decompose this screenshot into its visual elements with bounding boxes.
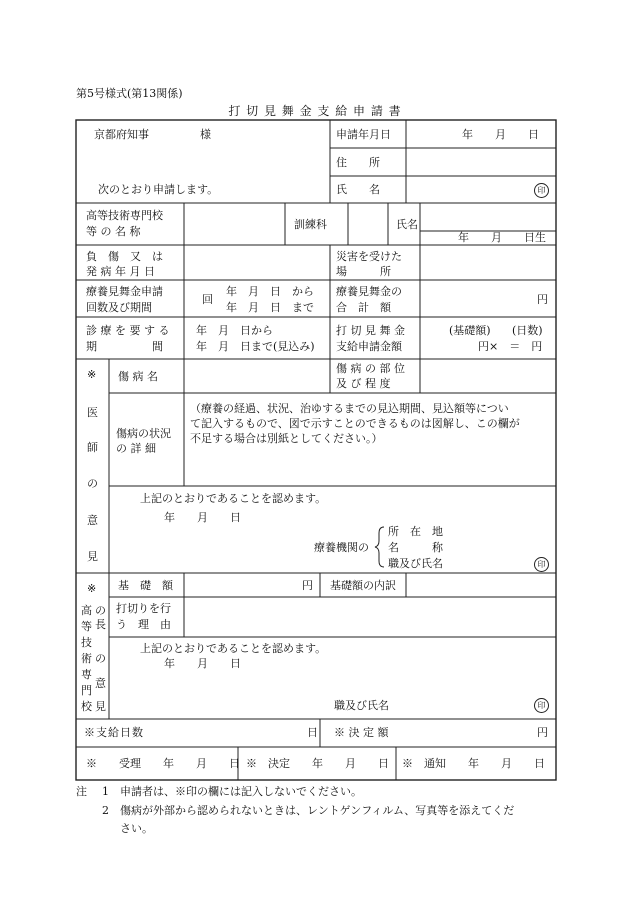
doctor-certify-text: 上記のとおりであることを認めます。 xyxy=(140,492,327,505)
total-label: 療養見舞金の xyxy=(336,285,402,298)
disease-site-label: 傷 病 の 部 位 xyxy=(336,362,405,375)
principal-seal-icon: 印 xyxy=(534,698,549,713)
principal-side-char: 校 xyxy=(81,700,92,713)
note-text: 申請者は、※印の欄には記入しないでください。 xyxy=(120,785,362,798)
injury-date-label: 負 傷 又 は xyxy=(86,250,163,263)
course-label: 訓練科 xyxy=(294,218,327,231)
principal-side-char: 長 xyxy=(95,618,106,631)
treatment-from: 年 月 日から xyxy=(196,324,273,337)
student-name-label: 氏名 xyxy=(396,218,418,231)
name-label: 氏 名 xyxy=(336,183,380,196)
institution-label: 療養機関の xyxy=(314,541,369,554)
period-to: 年 月 日 まで xyxy=(226,301,314,314)
status-instruction: て記入するもので、図で示すことのできるものは図解し、この欄が xyxy=(190,417,520,430)
school-name-label: 高等技術専門校 xyxy=(86,209,163,222)
status-instruction: （療養の経過、状況、治ゆするまでの見込期間、見込額等につい xyxy=(190,402,509,415)
base-amount-header: (基礎額) xyxy=(449,324,491,337)
applicant-seal-icon: 印 xyxy=(534,183,549,198)
school-name-label-2: 等 の 名 称 xyxy=(86,225,141,238)
count-label: 療養見舞金申請 xyxy=(86,285,163,298)
principal-side-char: 高 xyxy=(81,604,92,617)
principal-side-char: 等 xyxy=(81,620,92,633)
disease-site-label-2: 及 び 程 度 xyxy=(336,377,391,390)
principal-certify-text: 上記のとおりであることを認めます。 xyxy=(140,642,327,655)
times-unit: 回 xyxy=(202,293,213,306)
address-label: 住 所 xyxy=(336,156,380,169)
termination-reason-label-2: う 理 由 xyxy=(116,618,171,631)
principal-side-char: 門 xyxy=(81,684,92,697)
day-unit: 日 xyxy=(307,726,318,739)
treatment-period-label: 診 療 を 要 す る xyxy=(86,324,170,337)
honorific: 様 xyxy=(200,128,211,141)
note-continuation: さい。 xyxy=(120,822,153,835)
count-label-2: 回数及び期間 xyxy=(86,301,152,314)
decision-amount-label: ※ 決 定 額 xyxy=(334,726,389,739)
principal-mark: ※ xyxy=(87,582,97,595)
note-number: 1 xyxy=(102,785,109,798)
amount-label: 打 切 見 舞 金 xyxy=(336,324,405,337)
status-instruction: 不足する場合は別紙としてください。） xyxy=(190,432,383,445)
principal-side-char: 術 xyxy=(81,652,92,665)
doctor-date: 年 月 日 xyxy=(164,511,241,524)
decision-yen: 円 xyxy=(537,726,548,739)
base-amount-label: 基 礎 額 xyxy=(118,579,173,592)
treatment-period-label-2: 期 間 xyxy=(86,340,163,353)
note-number: 2 xyxy=(102,804,109,817)
injury-date-label-2: 発 病 年 月 日 xyxy=(86,265,155,278)
injury-place-label: 災害を受けた xyxy=(336,250,402,263)
doctor-side-char: 見 xyxy=(87,550,98,563)
status-detail-label: 傷病の状況 xyxy=(116,427,171,440)
note-text: 傷病が外部から認められないときは、レントゲンフィルム、写真等を添えてくだ xyxy=(120,804,515,817)
institution-address-label: 所 在 地 xyxy=(388,525,443,538)
form-number: 第5号様式(第13関係) xyxy=(76,87,183,100)
principal-side-char: 見 xyxy=(95,700,106,713)
note-label: 注 xyxy=(76,785,87,798)
principal-side-char: 専 xyxy=(81,668,92,681)
addressee: 京都府知事 xyxy=(94,128,149,141)
birth-date-field[interactable]: 年 月 日生 xyxy=(458,231,546,244)
days-header: (日数) xyxy=(512,324,543,337)
principal-side-char: の xyxy=(95,652,106,665)
payment-days-label: ※支給日数 xyxy=(84,726,144,739)
base-breakdown-label: 基礎額の内訳 xyxy=(330,579,396,592)
institution-person-label: 職及び氏名 xyxy=(388,557,443,570)
institution-name-label: 名 称 xyxy=(388,541,443,554)
principal-position-label: 職及び氏名 xyxy=(334,699,389,712)
principal-side-char: の xyxy=(95,604,106,617)
total-label-2: 合 計 額 xyxy=(336,301,391,314)
doctor-side-char: 意 xyxy=(87,514,98,527)
doctor-mark: ※ xyxy=(87,368,97,381)
period-from: 年 月 日 から xyxy=(226,285,314,298)
notice-label: ※ 通知 年 月 日 xyxy=(402,757,545,770)
status-detail-label-2: の 詳 細 xyxy=(116,442,156,455)
principal-side-char: 意 xyxy=(95,677,106,690)
termination-reason-label: 打切りを行 xyxy=(116,602,171,615)
principal-side-char: 技 xyxy=(81,636,92,649)
doctor-side-char: の xyxy=(87,477,98,490)
total-yen-unit: 円 xyxy=(537,293,548,306)
request-text: 次のとおり申請します。 xyxy=(98,183,219,196)
decision-label: ※ 決定 年 月 日 xyxy=(246,757,389,770)
application-date-label: 申請年月日 xyxy=(336,128,391,141)
doctor-seal-icon: 印 xyxy=(534,557,549,572)
base-amount-yen: 円 xyxy=(302,579,313,592)
principal-date: 年 月 日 xyxy=(164,657,241,670)
amount-formula: 円× ＝ 円 xyxy=(478,340,543,353)
treatment-to: 年 月 日まで(見込み) xyxy=(196,340,315,353)
receipt-label: ※ 受理 年 月 日 xyxy=(86,757,240,770)
doctor-side-char: 師 xyxy=(87,441,98,454)
amount-label-2: 支給申請金額 xyxy=(336,340,402,353)
disease-name-label: 傷 病 名 xyxy=(118,370,158,383)
application-date-field[interactable]: 年 月 日 xyxy=(462,128,539,141)
form-title: 打 切 見 舞 金 支 給 申 請 書 xyxy=(228,104,402,118)
doctor-side-char: 医 xyxy=(87,406,98,419)
injury-place-label-2: 場 所 xyxy=(336,265,391,278)
